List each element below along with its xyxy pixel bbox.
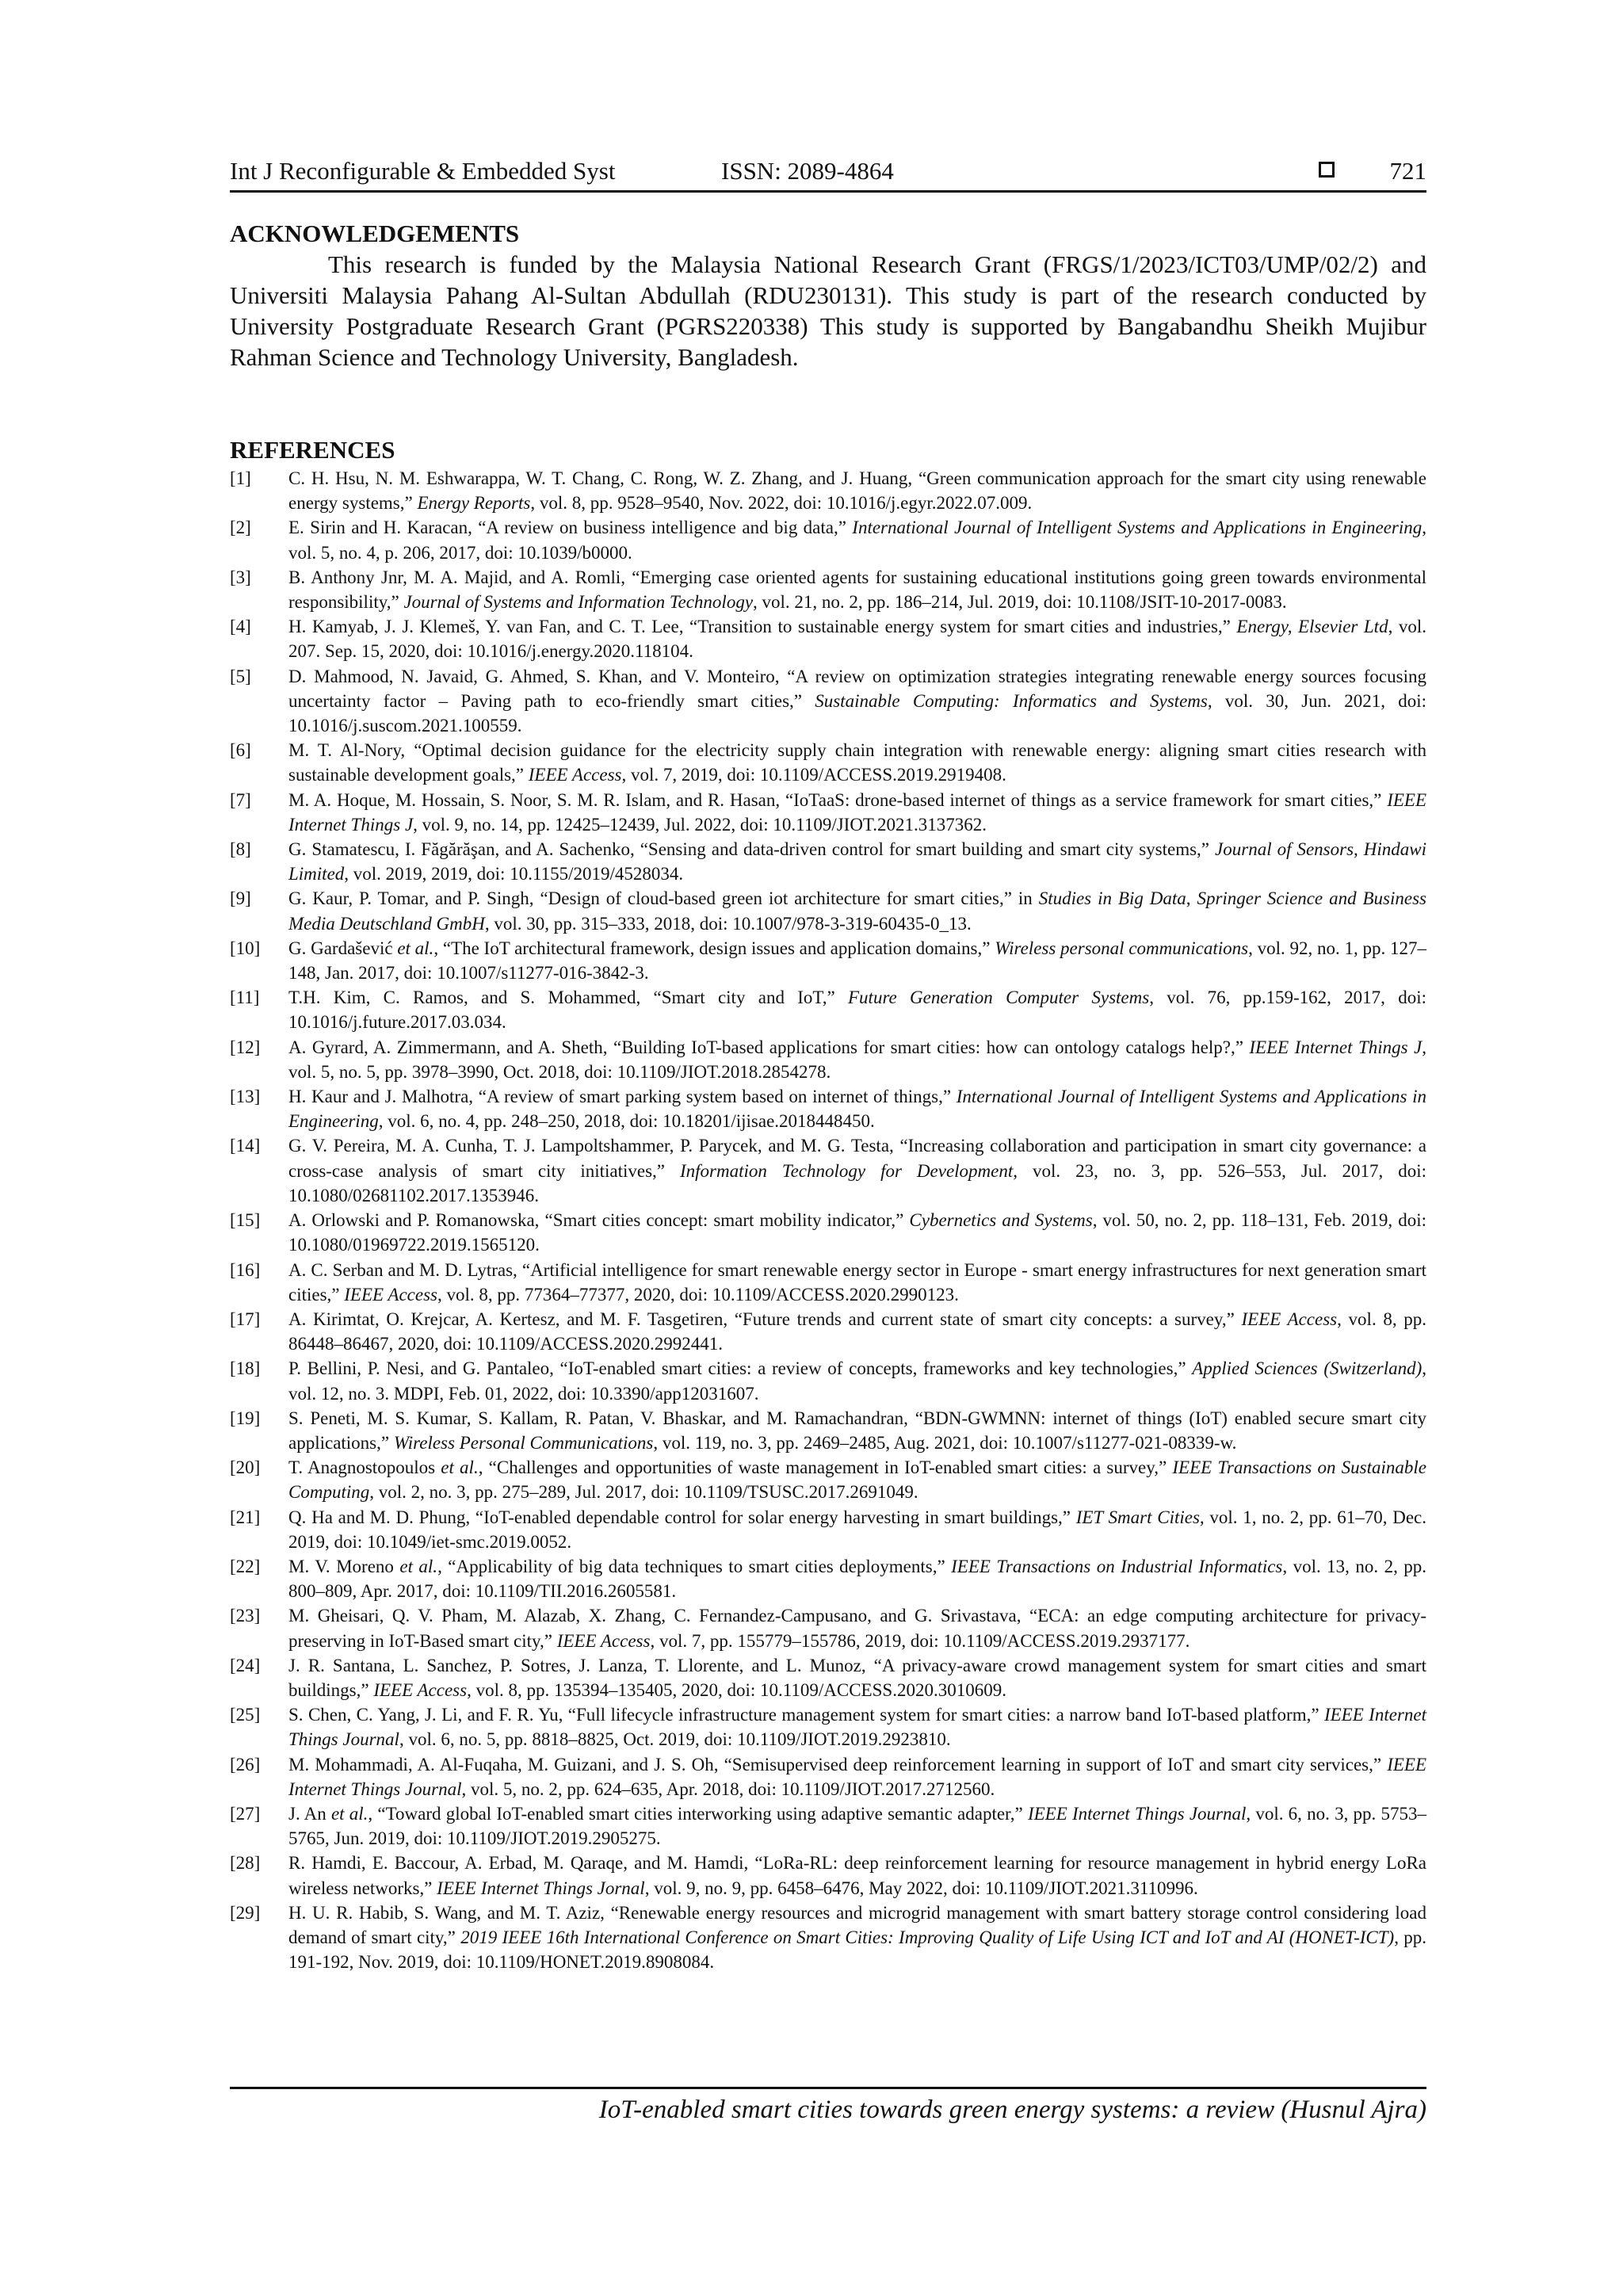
reference-text: G. Gardašević xyxy=(288,938,398,958)
reference-text: G. Kaur, P. Tomar, and P. Singh, “Design of cloud-based green iot architecture for smart cities,” in xyxy=(288,888,1039,909)
reference-number: [16] xyxy=(230,1259,261,1280)
reference-text: A. C. Serban and M. D. Lytras, “Artificial intelligence for smart renewable energy sector in Europe - smart energy infrastructures for next generation smart cities,” xyxy=(288,1259,1426,1305)
square-icon xyxy=(1319,162,1335,178)
reference-text: , vol. 8, pp. 135394–135405, 2020, doi: 10.1109/ACCESS.2020.3010609. xyxy=(467,1679,1006,1700)
reference-item xyxy=(230,1851,1426,1900)
reference-text: R. Hamdi, E. Baccour, A. Erbad, M. Qaraqe, and M. Hamdi, “LoRa-RL: deep reinforcement learning for resource management in hybrid energy LoRa wireless networks,” xyxy=(288,1853,1426,1898)
reference-source: Future Generation Computer Systems xyxy=(848,988,1150,1008)
reference-number: [24] xyxy=(230,1655,261,1675)
reference-number: [19] xyxy=(230,1408,261,1428)
reference-text: S. Chen, C. Yang, J. Li, and F. R. Yu, “Full lifecycle infrastructure management system for smart cities: a narrow band IoT-based platform,” xyxy=(288,1705,1324,1725)
reference-source: Information Technology for Development xyxy=(680,1160,1014,1181)
reference-source: Studies in Big Data xyxy=(1038,888,1186,909)
acknowledgements-heading: ACKNOWLEDGEMENTS xyxy=(230,220,520,247)
reference-source: Energy, Elsevier Ltd xyxy=(1236,617,1388,637)
reference-item xyxy=(230,1603,1426,1652)
reference-text: , vol. 76, pp.159-162, 2017, doi: 10.1016/j.future.2017.03.034. xyxy=(288,988,1426,1033)
reference-number: [25] xyxy=(230,1705,261,1725)
reference-text: , vol. 207. Sep. 15, 2020, doi: 10.1016/j.energy.2020.118104. xyxy=(288,617,1426,662)
reference-text: , vol. 12, no. 3. MDPI, Feb. 01, 2022, doi: 10.3390/app12031607. xyxy=(288,1358,1427,1404)
reference-text: A. Kirimtat, O. Krejcar, A. Kertesz, and M. F. Tasgetiren, “Future trends and current state of smart city concepts: a survey,” xyxy=(288,1308,1242,1329)
reference-number: [3] xyxy=(230,567,251,587)
reference-source: IEEE Access xyxy=(1241,1308,1338,1329)
reference-number: [29] xyxy=(230,1902,261,1923)
reference-item xyxy=(230,565,1426,614)
reference-text: A. Gyrard, A. Zimmermann, and A. Sheth, “Building IoT-based applications for smart cities: how can ontology catalogs help?,” xyxy=(288,1037,1250,1057)
reference-text: , vol. 6, no. 3, pp. 5753–5765, Jun. 2019, doi: 10.1109/JIOT.2019.2905275. xyxy=(288,1803,1426,1849)
reference-number: [8] xyxy=(230,839,251,860)
footer-rule xyxy=(230,2087,1426,2089)
reference-number: [7] xyxy=(230,789,251,810)
reference-text: T. Anagnostopoulos xyxy=(288,1457,441,1478)
header-rule xyxy=(230,190,1426,193)
reference-text: , vol. 2019, 2019, doi: 10.1155/2019/4528034. xyxy=(344,864,684,884)
reference-item xyxy=(230,1307,1426,1356)
reference-text: T.H. Kim, C. Ramos, and S. Mohammed, “Smart city and IoT,” xyxy=(288,988,848,1008)
reference-text: H. U. R. Habib, S. Wang, and M. T. Aziz, “Renewable energy resources and microgrid management with smart battery storage control considering load demand of smart city,” xyxy=(288,1902,1426,1947)
reference-item xyxy=(230,1801,1426,1851)
reference-text: Q. Ha and M. D. Phung, “IoT-enabled dependable control for solar energy harvesting in smart buildings,” xyxy=(288,1507,1076,1527)
reference-item xyxy=(230,1258,1426,1307)
reference-number: [23] xyxy=(230,1606,261,1626)
issn: ISSN: 2089-4864 xyxy=(721,157,894,185)
reference-text: M. Gheisari, Q. V. Pham, M. Alazab, X. Zhang, C. Fernandez-Campusano, and G. Srivastava, “ECA: an edge computing architecture for privacy-preserving in IoT-Based smart city,” xyxy=(288,1606,1426,1651)
reference-text: , vol. 30, pp. 315–333, 2018, doi: 10.1007/978-3-319-60435-0_13. xyxy=(484,913,972,934)
reference-text: , vol. 50, no. 2, pp. 118–131, Feb. 2019, doi: 10.1080/01969722.2019.1565120. xyxy=(288,1210,1426,1255)
running-header xyxy=(230,155,1426,189)
reference-item xyxy=(230,788,1426,837)
reference-source: International Journal of Intelligent Systems and Applications in Engineering xyxy=(852,518,1423,538)
reference-item xyxy=(230,1084,1426,1133)
reference-number: [1] xyxy=(230,468,251,488)
reference-source: Springer Science and Business Media Deutschland GmbH xyxy=(288,888,1427,934)
reference-source: IEEE Access xyxy=(344,1284,437,1305)
reference-item xyxy=(230,1356,1426,1405)
reference-source: IEEE Access xyxy=(373,1679,468,1700)
reference-source: Cybernetics and Systems xyxy=(909,1210,1093,1231)
reference-text: M. Mohammadi, A. Al-Fuqaha, M. Guizani, and J. S. Oh, “Semisupervised deep reinforcement learning in support of IoT and smart city services,” xyxy=(288,1754,1388,1775)
reference-text: P. Bellini, P. Nesi, and G. Pantaleo, “IoT-enabled smart cities: a review of concepts, frameworks and key technologies,” xyxy=(288,1358,1193,1379)
reference-source: International Journal of Intelligent Systems and Applications in Engineering xyxy=(288,1087,1426,1132)
reference-text: B. Anthony Jnr, M. A. Majid, and A. Romli, “Emerging case oriented agents for sustaining educational institutions going green towards environmental responsibility,” xyxy=(288,567,1426,613)
journal-name: Int J Reconfigurable & Embedded Syst xyxy=(230,157,616,185)
reference-text: , vol. 8, pp. 9528–9540, Nov. 2022, doi: 10.1016/j.egyr.2022.07.009. xyxy=(530,493,1033,514)
reference-text: H. Kaur and J. Malhotra, “A review of smart parking system based on internet of things,” xyxy=(288,1087,957,1107)
reference-text: , vol. 8, pp. 86448–86467, 2020, doi: 10.1109/ACCESS.2020.2992441. xyxy=(288,1308,1427,1354)
reference-item xyxy=(230,466,1426,515)
reference-number: [10] xyxy=(230,938,261,958)
reference-text: , “The IoT architectural framework, design issues and application domains,” xyxy=(433,938,995,958)
reference-source: IEEE Internet Things Journal xyxy=(288,1754,1426,1799)
reference-number: [18] xyxy=(230,1358,261,1379)
reference-source: IEEE Access xyxy=(528,765,622,785)
reference-number: [4] xyxy=(230,617,251,637)
reference-item xyxy=(230,1901,1426,1975)
reference-text: C. H. Hsu, N. M. Eshwarappa, W. T. Chang, C. Rong, W. Z. Zhang, and J. Huang, “Green communication approach for the smart city using renewable energy systems,” xyxy=(288,468,1426,514)
reference-text: , vol. 6, no. 4, pp. 248–250, 2018, doi: 10.18201/ijisae.2018448450. xyxy=(378,1111,875,1132)
reference-text: , vol. 9, no. 14, pp. 12425–12439, Jul. 2022, doi: 10.1109/JIOT.2021.3137362. xyxy=(413,814,987,835)
reference-source: Journal of Systems and Information Technology xyxy=(403,592,754,613)
reference-source: 2019 IEEE 16th International Conference on Smart Cities: Improving Quality of Life Using ICT and IoT and AI (HONET-ICT) xyxy=(460,1927,1395,1947)
reference-source: IEEE Internet Things Journal xyxy=(1027,1803,1247,1824)
reference-source: IEEE Transactions on Industrial Informatics xyxy=(951,1556,1283,1576)
reference-text: , vol. 9, no. 9, pp. 6458–6476, May 2022, doi: 10.1109/JIOT.2021.3110996. xyxy=(644,1878,1198,1898)
reference-item xyxy=(230,1406,1426,1455)
reference-text: A. Orlowski and P. Romanowska, “Smart cities concept: smart mobility indicator,” xyxy=(288,1210,910,1231)
reference-text: E. Sirin and H. Karacan, “A review on business intelligence and big data,” xyxy=(288,518,853,538)
reference-source: Wireless Personal Communications xyxy=(393,1432,654,1453)
reference-text: , vol. 5, no. 4, p. 206, 2017, doi: 10.1039/b0000. xyxy=(288,518,1426,563)
reference-number: [22] xyxy=(230,1556,261,1576)
reference-source: IEEE Internet Things Journal xyxy=(288,1705,1426,1750)
reference-text: , vol. 21, no. 2, pp. 186–214, Jul. 2019, doi: 10.1108/JSIT-10-2017-0083. xyxy=(753,592,1287,613)
reference-text: , vol. 1, no. 2, pp. 61–70, Dec. 2019, doi: 10.1049/iet-smc.2019.0052. xyxy=(288,1507,1426,1552)
reference-source: IEEE Internet Things J xyxy=(1249,1037,1423,1057)
reference-source: Wireless personal communications xyxy=(995,938,1249,958)
reference-source: IEEE Transactions on Sustainable Computing xyxy=(288,1457,1426,1503)
reference-number: [11] xyxy=(230,988,260,1008)
reference-text: , “Toward global IoT-enabled smart cities interworking using adaptive semantic adapter,” xyxy=(368,1803,1028,1824)
reference-text: D. Mahmood, N. Javaid, G. Ahmed, S. Khan, and V. Monteiro, “A review on optimization strategies integrating renewable energy sources focusing uncertainty factor – Paving path to eco-friendly smart cities,” xyxy=(288,666,1426,711)
reference-source: IET Smart Cities xyxy=(1075,1507,1200,1527)
reference-number: [9] xyxy=(230,888,251,909)
reference-item xyxy=(230,886,1426,935)
reference-number: [17] xyxy=(230,1308,261,1329)
reference-text: , pp. 191-192, Nov. 2019, doi: 10.1109/HONET.2019.8908084. xyxy=(288,1927,1426,1973)
reference-source: IEEE Access xyxy=(556,1630,651,1651)
references-list xyxy=(230,466,1426,1974)
reference-item xyxy=(230,515,1426,564)
reference-text: H. Kamyab, J. J. Klemeš, Y. van Fan, and C. T. Lee, “Transition to sustainable energy system for smart cities and industries,” xyxy=(288,617,1237,637)
reference-item xyxy=(230,837,1426,886)
reference-item xyxy=(230,1752,1426,1801)
reference-item xyxy=(230,1702,1426,1752)
reference-item xyxy=(230,1035,1426,1084)
reference-number: [21] xyxy=(230,1507,261,1527)
reference-source: Applied Sciences (Switzerland) xyxy=(1192,1358,1423,1379)
reference-item xyxy=(230,614,1426,663)
reference-text: M. V. Moreno xyxy=(288,1556,400,1576)
reference-text: , vol. 7, 2019, doi: 10.1109/ACCESS.2019.2919408. xyxy=(621,765,1006,785)
reference-item xyxy=(230,664,1426,739)
reference-text: M. T. Al-Nory, “Optimal decision guidance for the electricity supply chain integration with renewable energy: aligning smart cities research with sustainable development goals,” xyxy=(288,740,1426,785)
reference-text: , xyxy=(1186,888,1197,909)
reference-item xyxy=(230,1455,1426,1504)
reference-number: [27] xyxy=(230,1803,261,1824)
reference-text: , vol. 5, no. 2, pp. 624–635, Apr. 2018, doi: 10.1109/JIOT.2017.2712560. xyxy=(461,1778,995,1799)
reference-text: J. R. Santana, L. Sanchez, P. Sotres, J. Lanza, T. Llorente, and L. Munoz, “A privacy-aware crowd management system for smart cities and smart buildings,” xyxy=(288,1655,1426,1700)
reference-item xyxy=(230,1554,1426,1603)
reference-source: et al. xyxy=(441,1457,479,1478)
reference-item xyxy=(230,1208,1426,1257)
reference-source: IEEE Internet Things Jornal xyxy=(437,1878,645,1898)
reference-text: , vol. 7, pp. 155779–155786, 2019, doi: 10.1109/ACCESS.2019.2937177. xyxy=(650,1630,1190,1651)
reference-number: [26] xyxy=(230,1754,261,1775)
reference-number: [12] xyxy=(230,1037,261,1057)
reference-text: , vol. 8, pp. 77364–77377, 2020, doi: 10.1109/ACCESS.2020.2990123. xyxy=(437,1284,959,1305)
page-number: 721 xyxy=(1389,157,1426,185)
reference-text: , vol. 13, no. 2, pp. 800–809, Apr. 2017, doi: 10.1109/TII.2016.2605581. xyxy=(288,1556,1427,1602)
reference-text: S. Peneti, M. S. Kumar, S. Kallam, R. Patan, V. Bhaskar, and M. Ramachandran, “BDN-GWMNN: internet of things (IoT) enabled secure smart city applications,” xyxy=(288,1408,1426,1453)
reference-source: Energy Reports xyxy=(417,493,531,514)
reference-text: G. Stamatescu, I. Făgărăşan, and A. Sachenko, “Sensing and data-driven control for smart building and smart city systems,” xyxy=(288,839,1216,860)
reference-item xyxy=(230,985,1426,1034)
reference-item xyxy=(230,738,1426,787)
reference-number: [6] xyxy=(230,740,251,761)
reference-source: Journal of Sensors, Hindawi Limited xyxy=(288,839,1427,884)
reference-item xyxy=(230,936,1426,985)
reference-text: , vol. 6, no. 5, pp. 8818–8825, Oct. 2019, doi: 10.1109/JIOT.2019.2923810. xyxy=(399,1729,951,1750)
reference-source: et al. xyxy=(399,1556,438,1576)
reference-item xyxy=(230,1653,1426,1702)
reference-item xyxy=(230,1505,1426,1554)
reference-text: , vol. 2, no. 3, pp. 275–289, Jul. 2017, doi: 10.1109/TSUSC.2017.2691049. xyxy=(369,1482,918,1503)
reference-text: , “Challenges and opportunities of waste management in IoT-enabled smart cities: a survey,” xyxy=(478,1457,1173,1478)
reference-source: et al. xyxy=(330,1803,369,1824)
reference-text: M. A. Hoque, M. Hossain, S. Noor, S. M. R. Islam, and R. Hasan, “IoTaaS: drone-based internet of things as a service framework for smart cities,” xyxy=(288,789,1388,810)
reference-number: [5] xyxy=(230,666,251,686)
reference-text: , vol. 119, no. 3, pp. 2469–2485, Aug. 2021, doi: 10.1007/s11277-021-08339-w. xyxy=(653,1432,1237,1453)
running-footer: IoT-enabled smart cities towards green energy systems: a review (Husnul Ajra) xyxy=(598,2095,1426,2124)
acknowledgements-paragraph: This research is funded by the Malaysia National Research Grant (FRGS/1/2023/ICT03/UMP/02/2) and Universiti Malaysia Pahang Al-Sultan Abdullah (RDU230131). This study is part of the research conducted by University Postgraduate Research Grant (PGRS220338) This study is supported by Bangabandhu Sheikh Mujibur Rahman Science and Technology University, Bangladesh. xyxy=(230,250,1426,371)
reference-number: [15] xyxy=(230,1210,261,1231)
reference-source: IEEE Internet Things J xyxy=(288,789,1426,835)
reference-source: et al. xyxy=(397,938,434,958)
reference-text: , vol. 23, no. 3, pp. 526–553, Jul. 2017, doi: 10.1080/02681102.2017.1353946. xyxy=(288,1160,1426,1205)
reference-text: , vol. 92, no. 1, pp. 127–148, Jan. 2017, doi: 10.1007/s11277-016-3842-3. xyxy=(288,938,1426,984)
reference-number: [14] xyxy=(230,1136,261,1156)
reference-number: [28] xyxy=(230,1853,261,1874)
reference-number: [20] xyxy=(230,1457,261,1478)
references-heading: REFERENCES xyxy=(230,436,395,464)
reference-text: , vol. 30, Jun. 2021, doi: 10.1016/j.suscom.2021.100559. xyxy=(288,690,1426,736)
reference-text: G. V. Pereira, M. A. Cunha, T. J. Lampoltshammer, P. Parycek, and M. G. Testa, “Increasing collaboration and participation in smart city governance: a cross-case analysis of smart city initiatives,” xyxy=(288,1136,1426,1181)
reference-number: [2] xyxy=(230,518,251,538)
reference-text: , vol. 5, no. 5, pp. 3978–3990, Oct. 2018, doi: 10.1109/JIOT.2018.2854278. xyxy=(288,1037,1426,1082)
reference-number: [13] xyxy=(230,1087,261,1107)
reference-text: , “Applicability of big data techniques to smart cities deployments,” xyxy=(437,1556,952,1576)
reference-source: Sustainable Computing: Informatics and Systems xyxy=(815,690,1208,711)
reference-item xyxy=(230,1133,1426,1208)
reference-text: J. An xyxy=(288,1803,331,1824)
